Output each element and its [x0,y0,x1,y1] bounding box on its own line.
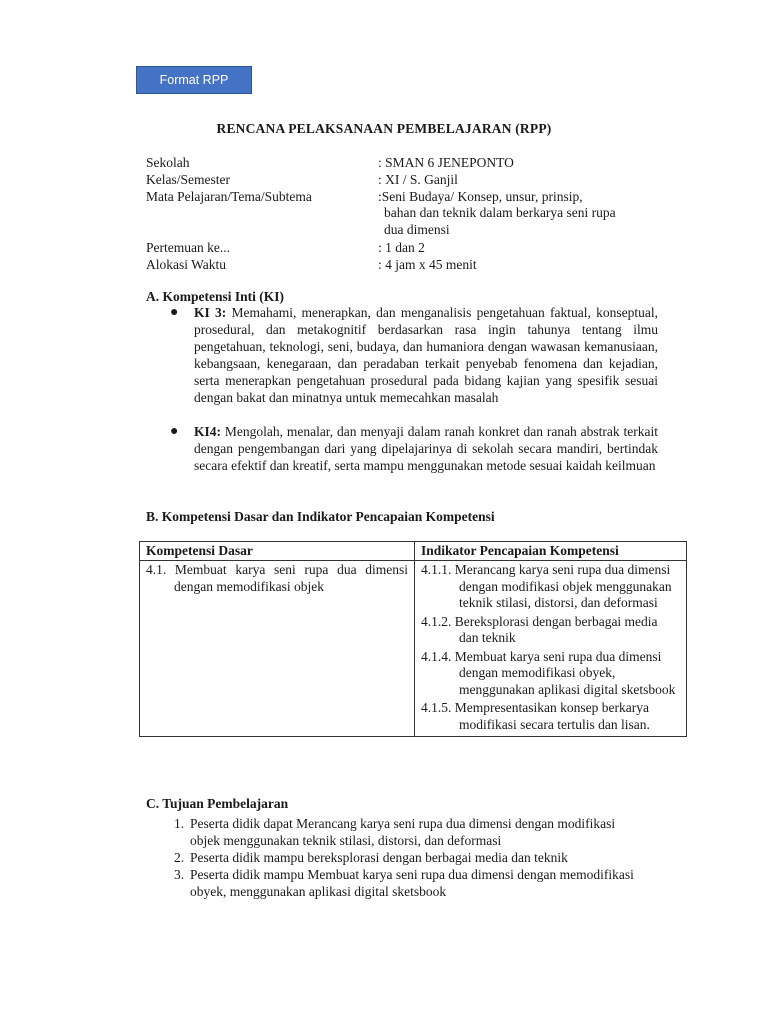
section-b-heading: B. Kompetensi Dasar dan Indikator Pencapaian Kompetensi [146,509,495,524]
table-header-kd: Kompetensi Dasar [140,542,415,561]
bullet-icon: ● [170,305,179,320]
identity-label: Sekolah [146,155,190,170]
identity-value: bahan dan teknik dalam berkarya seni rupa [384,205,616,220]
ki3-paragraph [194,305,658,406]
section-c-heading: C. Tujuan Pembelajaran [146,796,289,811]
indicator-item: 4.1.1. Merancang karya seni rupa dua dimensi dengan modifikasi objek menggunakan teknik stilasi, distorsi, dan deformasi [421,562,672,610]
identity-label: Mata Pelajaran/Tema/Subtema [146,189,312,204]
indicator-item: 4.1.4. Membuat karya seni rupa dua dimensi dengan memodifikasi obyek, menggunakan aplikasi digital sketsbook [421,648,676,697]
identity-value: : 4 jam x 45 menit [378,257,477,272]
objective-text: Peserta didik mampu Membuat karya seni rupa dua dimensi dengan memodifikasi obyek, menggunakan aplikasi digital sketsbook [190,867,634,899]
identity-label: Pertemuan ke... [146,240,230,255]
ki4-key: KI4: [194,424,221,439]
identity-label: Kelas/Semester [146,172,230,187]
document-title: RENCANA PELAKSANAAN PEMBELAJARAN (RPP) [216,121,552,136]
competency-table [139,541,687,737]
ki3-text: Memahami, menerapkan, dan menganalisis pengetahuan faktual, konseptual, prosedural, dan metakognitif berdasarkan rasa ingin tahunya tentang ilmu pengetahuan, teknologi, seni, budaya, dan humaniora dengan wawasan kemanusiaan, kebangsaan, kenegaraan, dan peradaban terkait penyebab fenomena dan kejadian, serta menerapkan pengetahuan prosedural pada bidang kajian yang spesifik sesuai dengan bakat dan minatnya untuk memecahkan masalah [194,305,658,405]
identity-value: : XI / S. Ganjil [378,172,458,187]
indicator-item: 4.1.5. Mempresentasikan konsep berkarya modifikasi secara tertulis dan lisan. [421,700,650,732]
objective-item [174,866,634,900]
identity-value: :Seni Budaya/ Konsep, unsur, prinsip, [378,189,583,204]
identity-value: : 1 dan 2 [378,240,425,255]
objective-item [174,815,634,849]
objective-text: Peserta didik dapat Merancang karya seni rupa dua dimensi dengan modifikasi objek menggunakan teknik stilasi, distorsi, dan deformasi [190,816,616,848]
identity-value: : SMAN 6 JENEPONTO [378,155,514,170]
indicator-item: 4.1.2. Bereksplorasi dengan berbagai media dan teknik [421,613,658,645]
objective-text: Peserta didik mampu bereksplorasi dengan berbagai media dan teknik [190,850,568,865]
ipk-cell [415,561,687,737]
format-rpp-badge: Format RPP [136,66,252,94]
table-row [140,561,687,737]
bullet-icon: ● [170,424,179,439]
identity-label: Alokasi Waktu [146,257,227,272]
table-header-row [140,542,687,561]
kd-text: 4.1. Membuat karya seni rupa dua dimensi dengan memodifikasi objek [146,562,408,594]
kd-cell [140,561,415,737]
ki4-paragraph [194,424,658,475]
objective-number: 2. [174,850,185,865]
objective-item [174,849,634,866]
objective-number: 3. [174,867,185,882]
section-a-heading: A. Kompetensi Inti (KI) [146,289,284,304]
ki3-key: KI 3: [194,305,227,320]
ki4-text: Mengolah, menalar, dan menyaji dalam ranah konkret dan ranah abstrak terkait dengan pengembangan dari yang dipelajarinya di sekolah secara mandiri, bertindak secara efektif dan kreatif, serta mampu menggunakan metode sesuai kaidah keilmuan [194,424,658,473]
identity-value: dua dimensi [384,222,450,237]
table-header-ipk: Indikator Pencapaian Kompetensi [415,542,687,561]
objective-number: 1. [174,816,185,831]
